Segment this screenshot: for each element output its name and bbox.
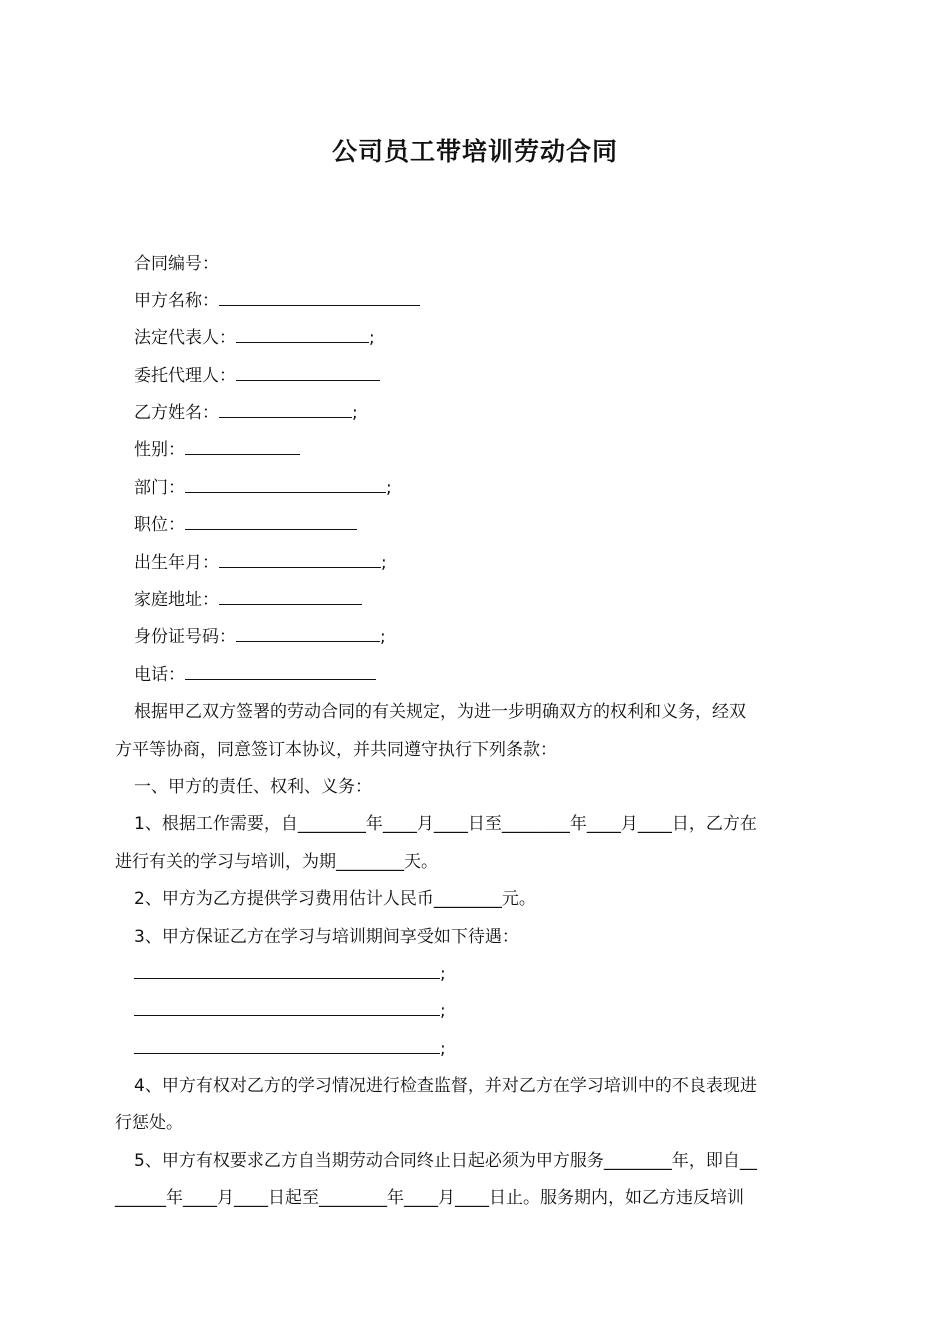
blank-line bbox=[185, 515, 357, 530]
intro-line-2: 方平等协商，同意签订本协议，并共同遵守执行下列条款： bbox=[115, 740, 557, 760]
field-label: 甲方名称： bbox=[134, 291, 219, 311]
field-label: 职位： bbox=[134, 515, 185, 535]
field-suffix: ; bbox=[380, 627, 386, 647]
field-label: 出生年月： bbox=[134, 553, 219, 573]
blank-suffix: ; bbox=[440, 1001, 446, 1021]
blank-entry-line bbox=[134, 1037, 446, 1061]
blank-line bbox=[236, 627, 380, 642]
section-1-heading: 一、甲方的责任、权利、义务： bbox=[134, 777, 372, 797]
blank-line bbox=[219, 553, 381, 568]
field-suffix: ; bbox=[386, 478, 392, 498]
blank-line bbox=[219, 403, 352, 418]
clause-5-line-2: ______年____月____日起至________年____月____日止。服务期内，如乙方违反培训 bbox=[115, 1188, 744, 1208]
field-gender bbox=[134, 438, 300, 462]
blank-entry-line bbox=[134, 962, 446, 986]
field-label: 合同编号： bbox=[134, 254, 219, 274]
field-party-a-name bbox=[134, 289, 420, 313]
field-suffix: ; bbox=[352, 403, 358, 423]
clause-1-line-2: 进行有关的学习与培训，为期________天。 bbox=[115, 852, 438, 872]
blank-line bbox=[236, 366, 380, 381]
field-birth-date bbox=[134, 551, 387, 575]
field-home-address bbox=[134, 588, 362, 612]
field-id-number bbox=[134, 625, 386, 649]
field-position bbox=[134, 513, 357, 537]
blank-line bbox=[185, 665, 376, 680]
blank-line bbox=[219, 291, 420, 306]
field-contract-number bbox=[134, 252, 219, 276]
blank-line bbox=[236, 328, 369, 343]
blank-entry-line bbox=[134, 999, 446, 1023]
document-title: 公司员工带培训劳动合同 bbox=[331, 137, 618, 166]
field-label: 电话： bbox=[134, 665, 185, 685]
clause-3: 3、甲方保证乙方在学习与培训期间享受如下待遇： bbox=[134, 927, 519, 947]
field-party-b-name bbox=[134, 401, 358, 425]
field-legal-representative bbox=[134, 326, 375, 350]
field-phone bbox=[134, 663, 376, 687]
blank-line bbox=[134, 964, 440, 979]
field-suffix: ; bbox=[369, 328, 375, 348]
field-label: 身份证号码： bbox=[134, 627, 236, 647]
clause-1-line-1: 1、根据工作需要，自________年____月____日至________年____月____日，乙方在 bbox=[134, 814, 757, 834]
clause-4-line-2: 行惩处。 bbox=[115, 1113, 183, 1133]
blank-line bbox=[219, 590, 362, 605]
clause-5-line-1: 5、甲方有权要求乙方自当期劳动合同终止日起必须为甲方服务________年，即自__ bbox=[134, 1151, 757, 1171]
blank-line bbox=[134, 1039, 440, 1054]
clause-2: 2、甲方为乙方提供学习费用估计人民币________元。 bbox=[134, 889, 536, 909]
field-label: 委托代理人： bbox=[134, 366, 236, 386]
field-department bbox=[134, 476, 392, 500]
blank-line bbox=[185, 478, 386, 493]
field-suffix: ; bbox=[381, 553, 387, 573]
blank-line bbox=[134, 1001, 440, 1016]
field-authorized-agent bbox=[134, 364, 380, 388]
blank-line bbox=[185, 440, 300, 455]
field-label: 法定代表人： bbox=[134, 328, 236, 348]
clause-4-line-1: 4、甲方有权对乙方的学习情况进行检查监督，并对乙方在学习培训中的不良表现进 bbox=[134, 1076, 757, 1096]
field-label: 家庭地址： bbox=[134, 590, 219, 610]
intro-line-1: 根据甲乙双方签署的劳动合同的有关规定，为进一步明确双方的权利和义务，经双 bbox=[134, 702, 746, 722]
blank-suffix: ; bbox=[440, 1039, 446, 1059]
field-label: 性别： bbox=[134, 440, 185, 460]
field-label: 部门： bbox=[134, 478, 185, 498]
field-label: 乙方姓名： bbox=[134, 403, 219, 423]
blank-suffix: ; bbox=[440, 964, 446, 984]
